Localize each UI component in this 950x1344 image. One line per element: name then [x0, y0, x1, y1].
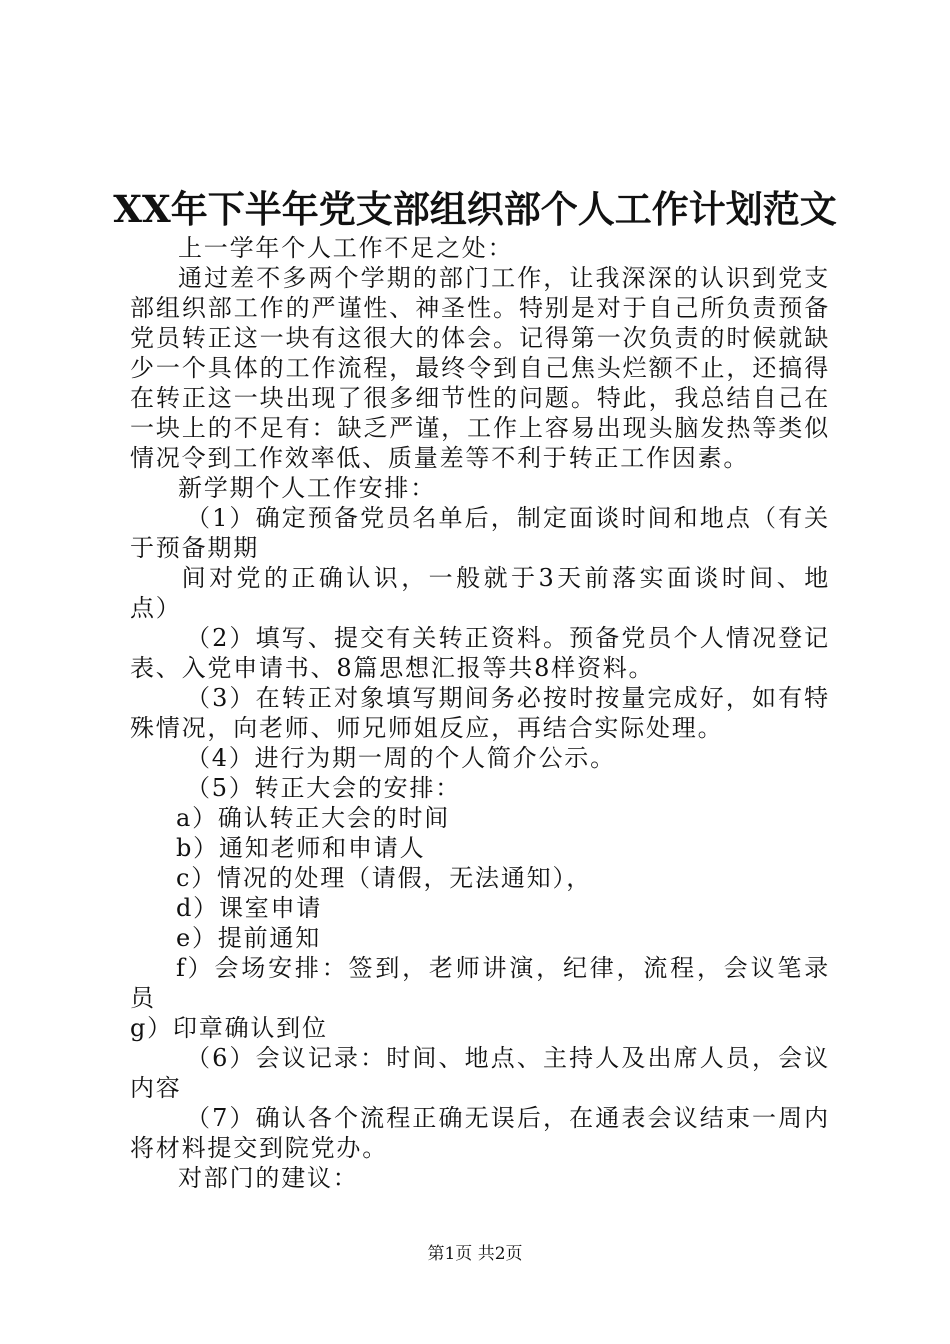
sub-item-f: f）会场安排：签到，老师讲演，纪律，流程，会议笔录员	[130, 954, 830, 1012]
plan-item-3: （3）在转正对象填写期间务必按时按量完成好，如有特殊情况，向老师、师兄师姐反应，再结合实际处理。	[130, 684, 830, 742]
plan-item-1-cont: 间对党的正确认识，一般就于3天前落实面谈时间、地点）	[130, 564, 830, 622]
plan-item-7: （7）确认各个流程正确无误后，在通表会议结束一周内将材料提交到院党办。	[130, 1104, 830, 1162]
plan-item-1: （1）确定预备党员名单后，制定面谈时间和地点（有关于预备期期	[130, 504, 830, 562]
plan-item-6: （6）会议记录：时间、地点、主持人及出席人员，会议内容	[130, 1044, 830, 1102]
sub-item-a: a）确认转正大会的时间	[176, 804, 451, 832]
page-footer: 第1页 共2页	[427, 1244, 523, 1264]
plan-item-4: （4）进行为期一周的个人简介公示。	[186, 744, 616, 772]
sub-item-d: d）课室申请	[176, 894, 323, 922]
sub-item-b: b）通知老师和申请人	[176, 834, 426, 862]
plan-item-2: （2）填写、提交有关转正资料。预备党员个人情况登记表、入党申请书、8篇思想汇报等共8样资料。	[130, 624, 830, 682]
sub-item-g: g）印章确认到位	[130, 1014, 328, 1042]
paragraph-shortcomings: 通过差不多两个学期的部门工作，让我深深的认识到党支部组织部工作的严谨性、神圣性。特别是对于自己所负责预备党员转正这一块有这很大的体会。记得第一次负责的时候就缺少一个具体的工作流程，最终令到自己焦头烂额不止，还搞得在转正这一块出现了很多细节性的问题。特此，我总结自己在一块上的不足有：缺乏严谨，工作上容易出现头脑发热等类似情况令到工作效率低、质量差等不利于转正工作因素。	[130, 264, 830, 472]
sub-item-c: c）情况的处理（请假，无法通知），	[176, 864, 593, 892]
paragraph-heading-shortcomings: 上一学年个人工作不足之处：	[178, 234, 514, 262]
sub-item-e: e）提前通知	[176, 924, 322, 952]
plan-item-5: （5）转正大会的安排：	[186, 774, 462, 802]
document-title: XX年下半年党支部组织部个人工作计划范文	[113, 187, 837, 231]
paragraph-heading-suggestions: 对部门的建议：	[178, 1164, 359, 1192]
paragraph-heading-plan: 新学期个人工作安排：	[178, 474, 436, 502]
document-body	[130, 233, 830, 1193]
